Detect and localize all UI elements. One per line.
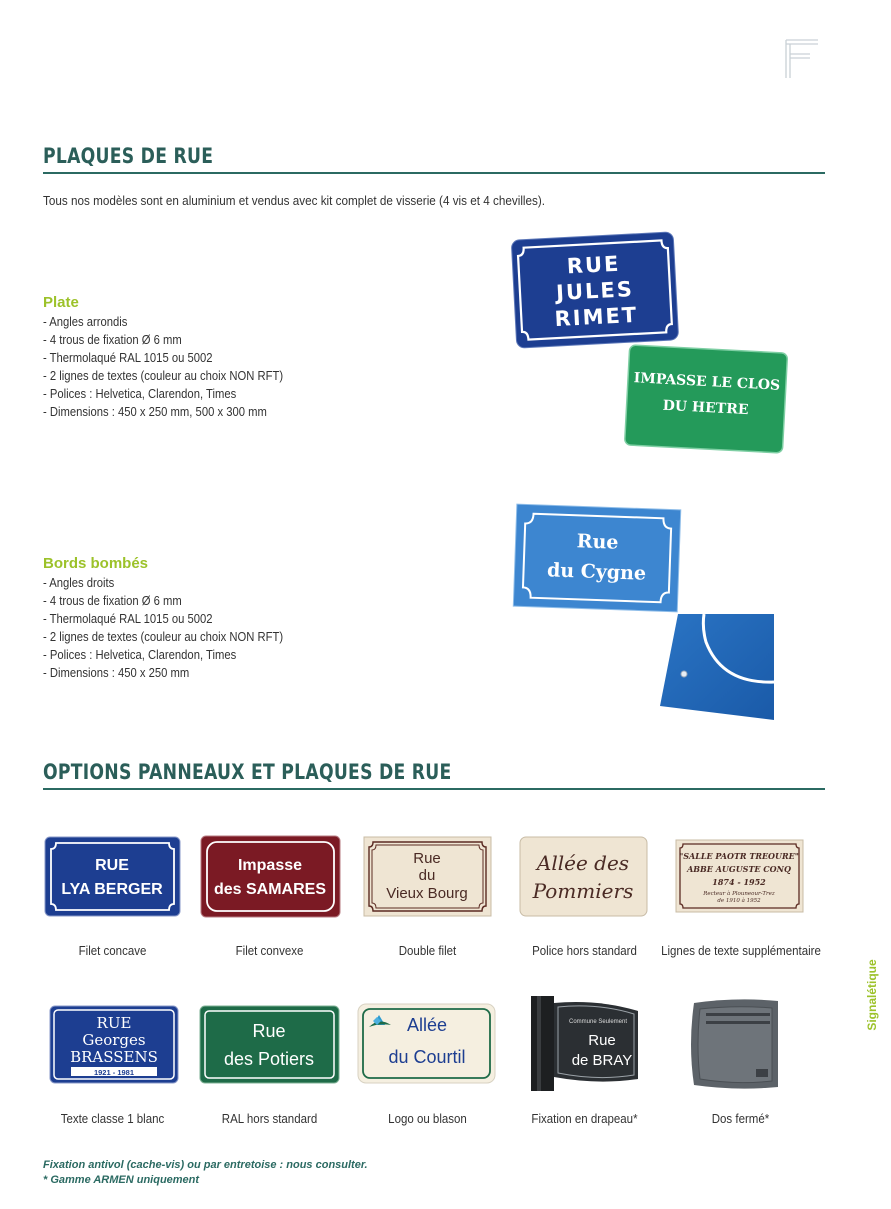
side-tab-label: Signalétique xyxy=(865,959,879,1031)
option-plate-filet-convexe xyxy=(200,835,341,918)
feature-item: - 2 lignes de textes (couleur au choix NON RFT) xyxy=(43,369,284,383)
plate-line: BRASSENS xyxy=(70,1048,158,1066)
plate-line: des Potiers xyxy=(223,1049,315,1069)
plate-line: de BRAY xyxy=(571,1052,633,1069)
feature-item: - 2 lignes de textes (couleur au choix NON RFT) xyxy=(43,630,284,644)
section-title-plaques: PLAQUES DE RUE xyxy=(43,144,214,168)
feature-list-bords-bombes xyxy=(43,574,283,682)
feature-item: - Polices : Helvetica, Clarendon, Times xyxy=(43,648,237,662)
option-plate-police-hors-standard xyxy=(519,836,648,917)
feature-item: - Angles arrondis xyxy=(43,315,128,329)
option-label: Filet convexe xyxy=(235,944,304,958)
plate-line: RUE xyxy=(96,1014,132,1032)
plate-line: DU HETRE xyxy=(662,397,749,419)
feature-item: - Polices : Helvetica, Clarendon, Times xyxy=(43,387,237,401)
plate-line: RIMET xyxy=(554,302,639,332)
plate-line: Rue xyxy=(576,530,619,554)
plate-line: Rue xyxy=(252,1021,286,1041)
feature-item: - Thermolaqué RAL 1015 ou 5002 xyxy=(43,612,213,626)
plate-corner-closeup-image xyxy=(656,612,778,724)
option-plate-double-filet xyxy=(363,836,492,917)
plate-line: Recteur à Plouneour-Trez xyxy=(703,891,775,897)
plate-image-impasse-le-clos xyxy=(624,346,788,454)
option-label: RAL hors standard xyxy=(221,1112,318,1126)
plate-line: RUE xyxy=(566,251,622,279)
plate-line: JULES xyxy=(555,276,635,306)
option-label: Lignes de texte supplémentaire xyxy=(661,944,821,958)
option-plate-lignes-supplementaires xyxy=(675,839,804,913)
footnote: Fixation antivol (cache-vis) ou par entretoise : nous consulter. xyxy=(43,1159,368,1171)
plate-line: Allée des xyxy=(536,851,630,875)
plate-line: RUE xyxy=(95,857,129,874)
plate-line: Rue xyxy=(413,850,441,867)
plate-line: des SAMARES xyxy=(213,881,327,898)
plate-image-rue-jules-rimet xyxy=(510,232,680,350)
plate-line: Vieux Bourg xyxy=(386,885,468,902)
plate-line: du Courtil xyxy=(388,1047,466,1067)
option-label: Filet concave xyxy=(78,944,147,958)
product-title-bords-bombes: Bords bombés xyxy=(43,555,149,572)
feature-item: - Thermolaqué RAL 1015 ou 5002 xyxy=(43,351,213,365)
plate-line: LYA BERGER xyxy=(61,881,163,898)
feature-list-plate xyxy=(43,313,283,421)
feature-item: - Dimensions : 450 x 250 mm, 500 x 300 mm xyxy=(43,405,267,419)
option-plate-logo-ou-blason xyxy=(357,1003,496,1084)
plate-image-rue-du-cygne xyxy=(512,504,682,614)
plate-line: Georges xyxy=(82,1031,146,1049)
option-plate-ral-hors-standard xyxy=(199,1005,340,1084)
plate-line: Impasse xyxy=(237,857,303,874)
section-title-options: OPTIONS PANNEAUX ET PLAQUES DE RUE xyxy=(43,760,452,784)
option-label: Police hors standard xyxy=(532,944,637,958)
option-plate-texte-classe-1 xyxy=(49,1005,179,1084)
plate-line: "SALLE PAOTR TREOURE" xyxy=(679,851,799,861)
option-label: Texte classe 1 blanc xyxy=(60,1112,165,1126)
intro-text: Tous nos modèles sont en aluminium et vendus avec kit complet de visserie (4 vis et 4 chevilles). xyxy=(43,193,546,208)
option-plate-dos-ferme xyxy=(686,995,784,1093)
plate-line: Allée xyxy=(406,1015,448,1035)
plate-line: du Cygne xyxy=(546,559,647,585)
option-label: Fixation en drapeau* xyxy=(531,1112,638,1126)
option-label: Double filet xyxy=(398,944,457,958)
plate-line: IMPASSE LE CLOS xyxy=(633,370,781,394)
footnote: * Gamme ARMEN uniquement xyxy=(43,1174,200,1186)
plate-line: du xyxy=(418,867,436,884)
feature-item: - 4 trous de fixation Ø 6 mm xyxy=(43,594,182,608)
option-plate-filet-concave xyxy=(44,836,181,917)
plate-line: 1921 - 1981 xyxy=(93,1068,135,1077)
feature-item: - Dimensions : 450 x 250 mm xyxy=(43,666,190,680)
product-title-plate: Plate xyxy=(43,294,79,311)
plate-line: ABBE AUGUSTE CONQ xyxy=(687,864,791,874)
plate-line: Pommiers xyxy=(532,879,634,903)
option-label: Dos fermé* xyxy=(711,1112,770,1126)
feature-item: - Angles droits xyxy=(43,576,115,590)
plate-line: Rue xyxy=(588,1032,616,1049)
plate-line: 1874 - 1952 xyxy=(712,877,766,887)
plate-line: Commune Seulement xyxy=(568,1019,628,1025)
section-rule xyxy=(43,172,825,174)
section-rule xyxy=(43,788,825,790)
plate-line: de 1910 à 1952 xyxy=(717,898,761,904)
option-label: Logo ou blason xyxy=(388,1112,467,1126)
option-plate-fixation-drapeau xyxy=(528,995,642,1092)
feature-item: - 4 trous de fixation Ø 6 mm xyxy=(43,333,182,347)
side-tab-signaletique xyxy=(852,950,891,1040)
brand-logo-icon xyxy=(784,38,820,80)
